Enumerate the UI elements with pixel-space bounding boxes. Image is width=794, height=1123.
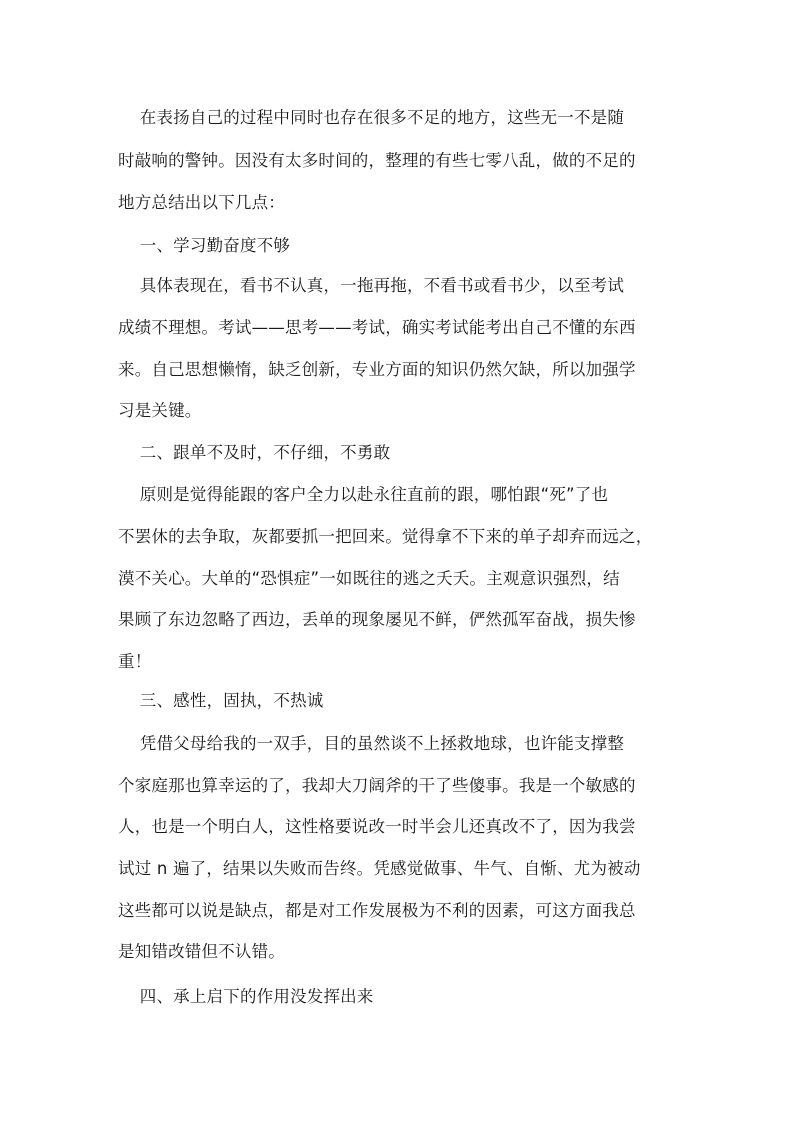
paragraph-line: 地方总结出以下几点：: [118, 193, 285, 212]
paragraph-line: 人，也是一个明白人，这性格要说改一时半会儿还真改不了，因为我尝: [118, 817, 636, 836]
section-heading: 一、学习勤奋度不够: [118, 236, 291, 255]
paragraph-line: 习是关键。: [118, 401, 202, 420]
paragraph-line: 是知错改错但不认错。: [118, 942, 285, 961]
section-heading: 三、感性，固执，不热诚: [118, 691, 324, 710]
paragraph-line: 原则是觉得能跟的客户全力以赴永往直前的跟，哪怕跟“死”了也: [118, 485, 609, 504]
paragraph-line: 试过 n 遍了，结果以失败而告终。凭感觉做事、牛气、自惭、尤为被动: [118, 859, 641, 878]
paragraph-line: 成绩不理想。考试——思考——考试，确实考试能考出自己不懂的东西: [118, 318, 636, 337]
paragraph-line: 在表扬自己的过程中同时也存在很多不足的地方，这些无一不是随: [118, 108, 625, 127]
paragraph-line: 来。自己思想懒惰，缺乏创新，专业方面的知识仍然欠缺，所以加强学: [118, 360, 636, 379]
paragraph-line: 果顾了东边忽略了西边，丢单的现象屡见不鲜，俨然孤军奋战，损失惨: [118, 610, 636, 629]
paragraph-line: 凭借父母给我的一双手，目的虽然谈不上拯救地球，也许能支撑整: [118, 734, 625, 753]
paragraph-line: 这些都可以说是缺点，都是对工作发展极为不利的因素，可这方面我总: [118, 901, 636, 920]
paragraph-line: 时敲响的警钟。因没有太多时间的，整理的有些七零八乱，做的不足的: [118, 151, 636, 170]
paragraph-line: 漠不关心。大单的“恐惧症”一如既往的逃之夭夭。主观意识强烈，结: [118, 569, 620, 588]
paragraph-line: 具体表现在，看书不认真，一拖再拖，不看书或看书少，以至考试: [118, 276, 625, 295]
paragraph-line: 个家庭那也算幸运的了，我却大刀阔斧的干了些傻事。我是一个敏感的: [118, 776, 636, 795]
paragraph-line: 重！: [118, 652, 152, 671]
section-heading: 二、跟单不及时，不仔细，不勇敢: [118, 443, 391, 462]
section-heading: 四、承上启下的作用没发挥出来: [118, 987, 374, 1006]
paragraph-line: 不罢休的去争取，灰都要抓一把回来。觉得拿不下来的单子却弃而远之，: [118, 527, 653, 546]
